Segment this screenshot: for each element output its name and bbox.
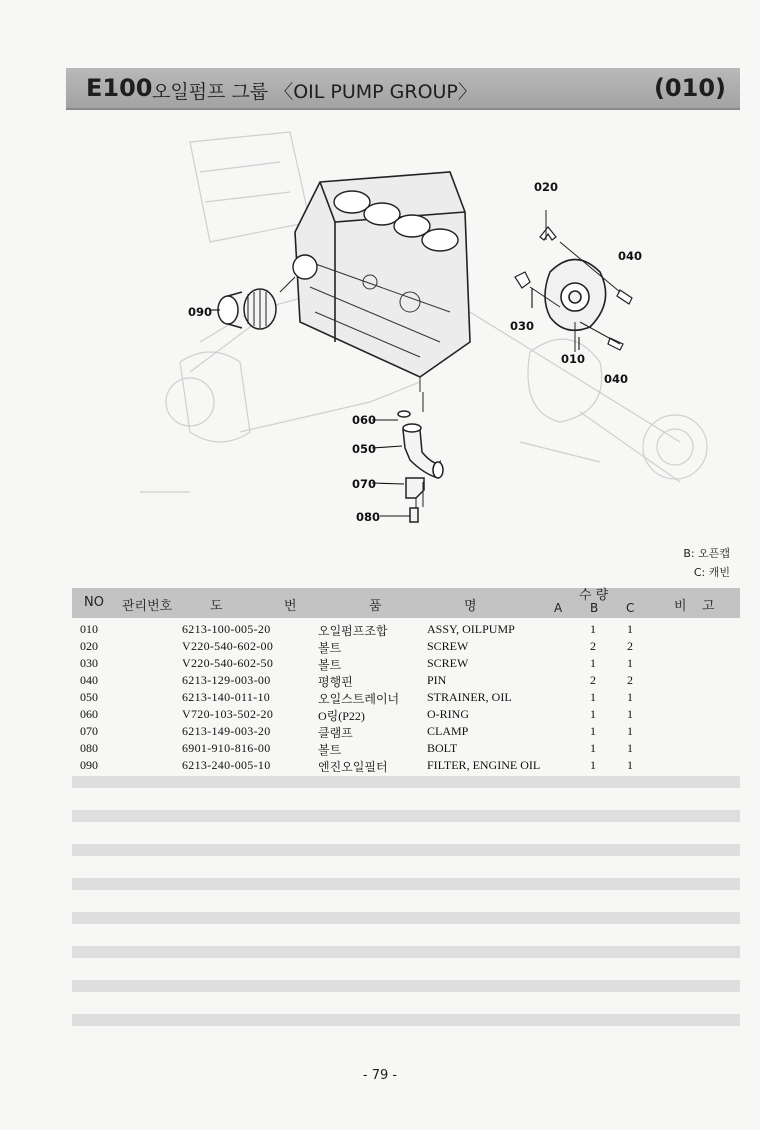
row-name-english: CLAMP (427, 724, 469, 738)
row-name-korean: 클램프 (318, 726, 353, 740)
row-part-number: V720-103-502-20 (182, 707, 274, 721)
row-name-korean: 볼트 (318, 743, 342, 757)
row-name-korean: 오일펌프조합 (318, 624, 388, 638)
row-name-korean: 오일스트레이너 (318, 692, 400, 706)
row-no: 020 (80, 639, 98, 653)
empty-row-stripe (72, 776, 740, 788)
row-qty-c: 1 (627, 724, 633, 738)
parts-table-header (72, 588, 740, 618)
callout-070: 070 (352, 477, 377, 491)
row-part-number: 6901-910-816-00 (182, 741, 271, 755)
row-qty-c: 1 (627, 622, 633, 636)
row-part-number: 6213-240-005-10 (182, 758, 271, 772)
callout-040-top: 040 (618, 249, 643, 263)
row-qty-c: 1 (627, 656, 633, 670)
header-mgmt-no: 관리번호 (122, 599, 173, 614)
callout-010: 010 (561, 352, 586, 366)
row-no: 040 (80, 673, 98, 687)
row-no: 060 (80, 707, 98, 721)
empty-row-stripe (72, 946, 740, 958)
table-row (72, 757, 740, 774)
header-part-no-1: 도 (210, 599, 223, 614)
row-name-english: SCREW (427, 639, 469, 653)
table-row (72, 621, 740, 638)
row-name-english: PIN (427, 673, 447, 687)
header-no: NO (84, 595, 104, 610)
empty-row-stripe (72, 1014, 740, 1026)
legend-c: C: 캐빈 (693, 566, 730, 579)
row-name-english: SCREW (427, 656, 469, 670)
row-qty-b: 1 (590, 758, 596, 772)
row-name-korean: 엔진오일필터 (318, 760, 388, 774)
row-part-number: 6213-100-005-20 (182, 622, 271, 636)
diagram-drawing (120, 112, 740, 542)
empty-row-stripe (72, 912, 740, 924)
header-qty-c: C (626, 601, 635, 615)
table-row (72, 672, 740, 689)
table-row (72, 740, 740, 757)
row-qty-b: 1 (590, 707, 596, 721)
row-part-number: 6213-149-003-20 (182, 724, 271, 738)
row-name-english: ASSY, OILPUMP (427, 622, 515, 636)
row-name-korean: 볼트 (318, 641, 342, 655)
row-name-korean: 볼트 (318, 658, 342, 672)
row-no: 080 (80, 741, 98, 755)
header-name-2: 명 (464, 599, 477, 614)
callout-090: 090 (188, 305, 213, 319)
row-qty-c: 2 (627, 639, 633, 653)
row-name-korean: 평행핀 (318, 675, 353, 689)
row-part-number: V220-540-602-50 (182, 656, 274, 670)
row-part-number: 6213-129-003-00 (182, 673, 271, 687)
group-number: (010) (653, 74, 726, 102)
row-qty-b: 2 (590, 673, 596, 687)
group-header (66, 68, 740, 110)
row-qty-c: 2 (627, 673, 633, 687)
parts-table-body (72, 621, 740, 774)
row-no: 090 (80, 758, 98, 772)
callout-020: 020 (534, 180, 559, 194)
page-number: - 79 - (362, 1068, 398, 1083)
row-name-english: STRAINER, OIL (427, 690, 512, 704)
table-row (72, 655, 740, 672)
header-name-1: 품 (369, 599, 382, 614)
row-qty-c: 1 (627, 741, 633, 755)
row-qty-b: 1 (590, 741, 596, 755)
group-title: 오일펌프 그룹 〈OIL PUMP GROUP〉 (152, 81, 477, 103)
empty-row-stripe (72, 844, 740, 856)
group-code: E100 (86, 74, 153, 102)
row-qty-b: 1 (590, 690, 596, 704)
table-row (72, 638, 740, 655)
row-name-korean: O링(P22) (318, 709, 365, 723)
row-qty-c: 1 (627, 690, 633, 704)
row-qty-c: 1 (627, 758, 633, 772)
header-remark-1: 비 (674, 599, 687, 614)
callout-040-bottom: 040 (604, 372, 629, 386)
header-qty-b: B (590, 601, 599, 615)
row-qty-b: 1 (590, 724, 596, 738)
row-qty-b: 2 (590, 639, 596, 653)
callout-060: 060 (352, 413, 377, 427)
row-qty-b: 1 (590, 656, 596, 670)
table-row (72, 723, 740, 740)
row-part-number: V220-540-602-00 (182, 639, 274, 653)
row-no: 030 (80, 656, 98, 670)
legend-b: B: 오픈캡 (683, 547, 730, 560)
callout-030: 030 (510, 319, 535, 333)
table-row (72, 706, 740, 723)
callout-080: 080 (356, 510, 381, 524)
empty-row-stripe (72, 878, 740, 890)
row-no: 050 (80, 690, 98, 704)
row-name-english: O-RING (427, 707, 469, 721)
row-qty-c: 1 (627, 707, 633, 721)
row-no: 010 (80, 622, 98, 636)
row-name-english: FILTER, ENGINE OIL (427, 758, 541, 772)
header-qty-a: A (554, 601, 563, 615)
table-row (72, 689, 740, 706)
header-part-no-2: 번 (284, 599, 297, 614)
row-no: 070 (80, 724, 98, 738)
exploded-parts-diagram (120, 112, 740, 542)
empty-row-stripe (72, 980, 740, 992)
empty-row-stripe (72, 810, 740, 822)
header-remark-2: 고 (702, 599, 715, 614)
row-name-english: BOLT (427, 741, 458, 755)
callout-050: 050 (352, 442, 377, 456)
header-quantity: 수 량 (579, 588, 609, 603)
row-part-number: 6213-140-011-10 (182, 690, 271, 704)
row-qty-b: 1 (590, 622, 596, 636)
